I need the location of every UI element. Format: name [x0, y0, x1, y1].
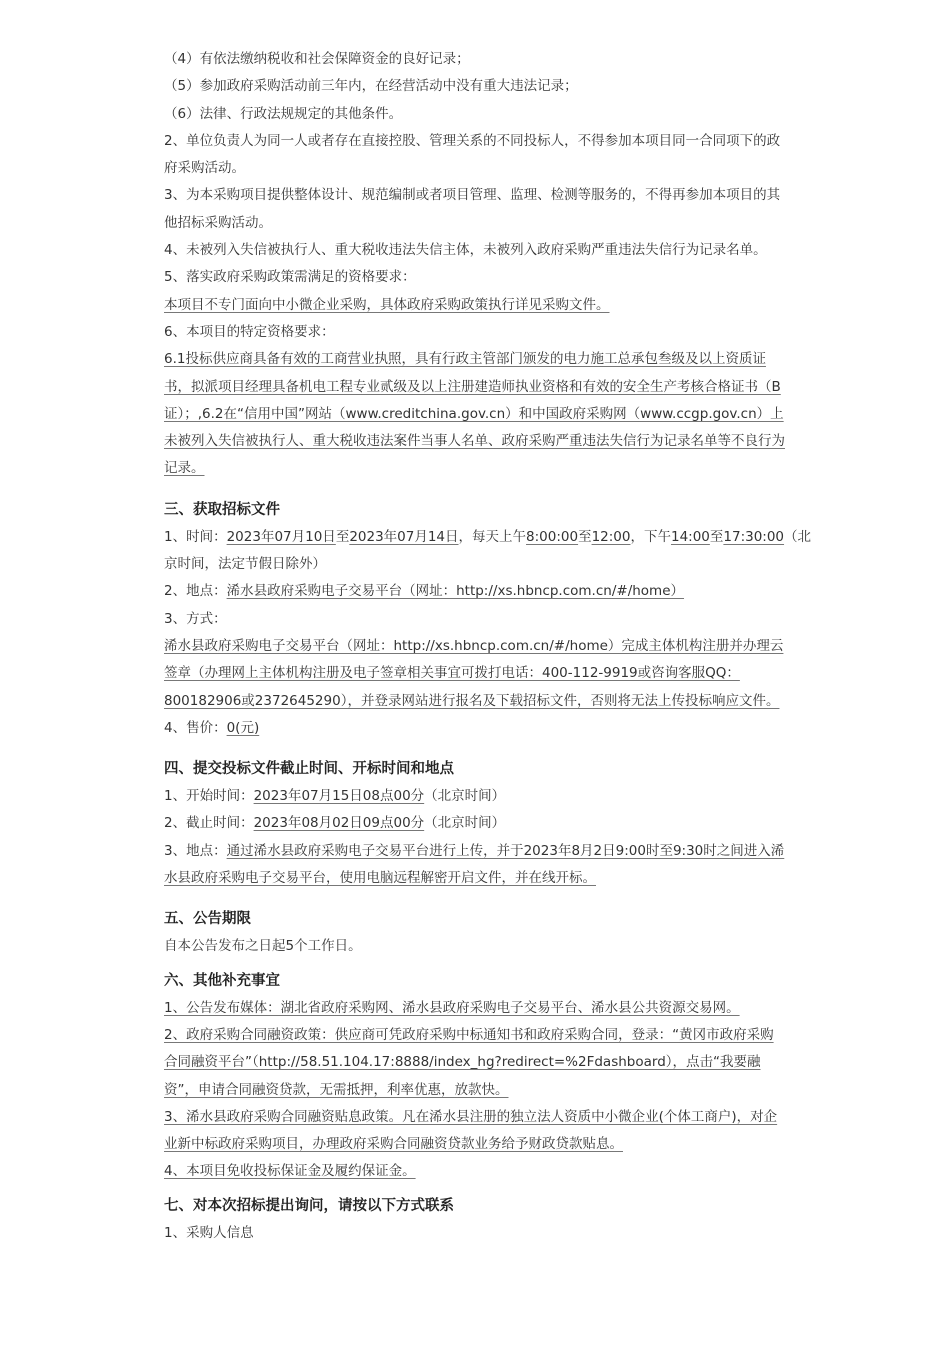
submit-place: 3、地点：通过浠水县政府采购电子交易平台进行上传，并于2023年8月2日9:00时至9:30时之间进入浠: [164, 842, 785, 859]
acquire-start-date: 2023年07月10日: [226, 528, 336, 545]
policy-text: 本项目不专门面向中小微企业采购，具体政府采购政策执行详见采购文件。: [164, 296, 610, 313]
acquire-method-label: 3、方式：: [164, 610, 227, 627]
section4-heading: 四、提交投标文件截止时间、开标时间和地点: [164, 761, 454, 778]
qualification-p3-line1: 3、为本采购项目提供整体设计、规范编制或者项目管理、监理、检测等服务的，不得再参加本项目的其: [164, 187, 781, 204]
supplement-item-2-line: 2、政府采购合同融资政策：供应商可凭政府采购中标通知书和政府采购合同，登录：“黄冈市政府采购: [164, 1026, 774, 1043]
acquire-method-line: 浠水县政府采购电子交易平台（网址：http://xs.hbncp.com.cn/#/home）完成主体机构注册并办理云: [164, 637, 784, 654]
section7-heading: 七、对本次招标提出询问，请按以下方式联系: [164, 1197, 454, 1214]
section6-heading: 六、其他补充事宜: [164, 972, 280, 989]
acquire-price: 4、售价：0(元): [164, 719, 260, 736]
qualification-p2-line1: 2、单位负责人为同一人或者存在直接控股、管理关系的不同投标人，不得参加本项目同一合同项下的政: [164, 132, 781, 149]
supplement-item-1: 1、公告发布媒体：湖北省政府采购网、浠水县政府采购电子交易平台、浠水县公共资源交易网。: [164, 999, 740, 1016]
qualification-p5-value: [164, 292, 798, 319]
qualification-item-6: （6）法律、行政法规规定的其他条件。: [164, 105, 403, 122]
notice-period: 自本公告发布之日起5个工作日。: [164, 938, 362, 955]
qualification-item-5: （5）参加政府采购活动前三年内，在经营活动中没有重大违法记录；: [164, 78, 578, 95]
price-value: 0(元): [226, 719, 260, 736]
qualification-p2-line2: 府采购活动。: [164, 160, 245, 177]
qualification-p5-label: 5、落实政府采购政策需满足的资格要求：: [164, 269, 416, 286]
specific-requirement-line: 未被列入失信被执行人、重大税收违法案件当事人名单、政府采购严重违法失信行为记录名单等不良行为: [164, 433, 785, 450]
acquire-place: 2、地点：浠水县政府采购电子交易平台（网址：http://xs.hbncp.com.cn/#/home）: [164, 583, 685, 600]
supplement-item-3-line: 业新中标政府采购项目，办理政府采购合同融资贷款业务给予财政贷款贴息。: [164, 1136, 623, 1153]
section5-heading: 五、公告期限: [164, 911, 251, 928]
qualification-p4: 4、未被列入失信被执行人、重大税收违法失信主体，未被列入政府采购严重违法失信行为记录名单。: [164, 242, 767, 259]
supplement-item-2-line: 合同融资平台”（http://58.51.104.17:8888/index_hg?redirect=%2Fdashboard），点击“我要融: [164, 1054, 761, 1071]
acquire-time-tail: 京时间，法定节假日除外）: [164, 556, 326, 573]
purchaser-info-label: 1、采购人信息: [164, 1224, 254, 1241]
supplement-item-4: 4、本项目免收投标保证金及履约保证金。: [164, 1163, 416, 1180]
submit-deadline: 2、截止时间：2023年08月02日09点00分（北京时间）: [164, 815, 506, 832]
qualification-p6-label: 6、本项目的特定资格要求：: [164, 323, 335, 340]
acquire-time: 1、时间：2023年07月10日至2023年07月14日，每天上午8:00:00至12:00，下午14:00至17:30:00（北: [164, 528, 812, 545]
submit-start-time: 1、开始时间：2023年07月15日08点00分（北京时间）: [164, 788, 506, 805]
specific-requirement-line: 书，拟派项目经理具备机电工程专业贰级及以上注册建造师执业资格和有效的安全生产考核合格证书（B: [164, 378, 781, 395]
qualification-item-4: （4）有依法缴纳税收和社会保障资金的良好记录；: [164, 51, 470, 67]
specific-requirement-line: 证）；,6.2在“信用中国”网站（www.creditchina.gov.cn）和中国政府采购网（www.ccgp.gov.cn）上: [164, 405, 784, 422]
section3-heading: 三、获取招标文件: [164, 501, 280, 518]
supplement-item-3-line: 3、浠水县政府采购合同融资贴息政策。凡在浠水县注册的独立法人资质中小微企业(个体工商户)，对企: [164, 1108, 778, 1125]
qualification-p3-line2: 他招标采购活动。: [164, 214, 272, 231]
specific-requirement-line: 6.1投标供应商具备有效的工商营业执照，具有行政主管部门颁发的电力施工总承包叁级及以上资质证: [164, 351, 766, 368]
supplement-item-2-line: 资”，申请合同融资贷款，无需抵押，利率优惠，放款快。: [164, 1081, 509, 1098]
announcement-body: [164, 46, 812, 1247]
acquire-end-date: 2023年07月14日: [349, 528, 459, 545]
submit-place-line2: 水县政府采购电子交易平台，使用电脑远程解密开启文件，并在线开标。: [164, 870, 596, 887]
acquire-method-line: 800182906或2372645290），并登录网站进行报名及下载招标文件，否则将无法上传投标响应文件。: [164, 692, 780, 709]
acquire-method-line: 签章（办理网上主体机构注册及电子签章相关事宜可拨打电话：400-112-9919或咨询客服QQ：: [164, 665, 740, 682]
specific-requirement-line: 记录。: [164, 460, 205, 477]
acquire-place-link[interactable]: 浠水县政府采购电子交易平台（网址：http://xs.hbncp.com.cn/#/home）: [226, 583, 685, 600]
